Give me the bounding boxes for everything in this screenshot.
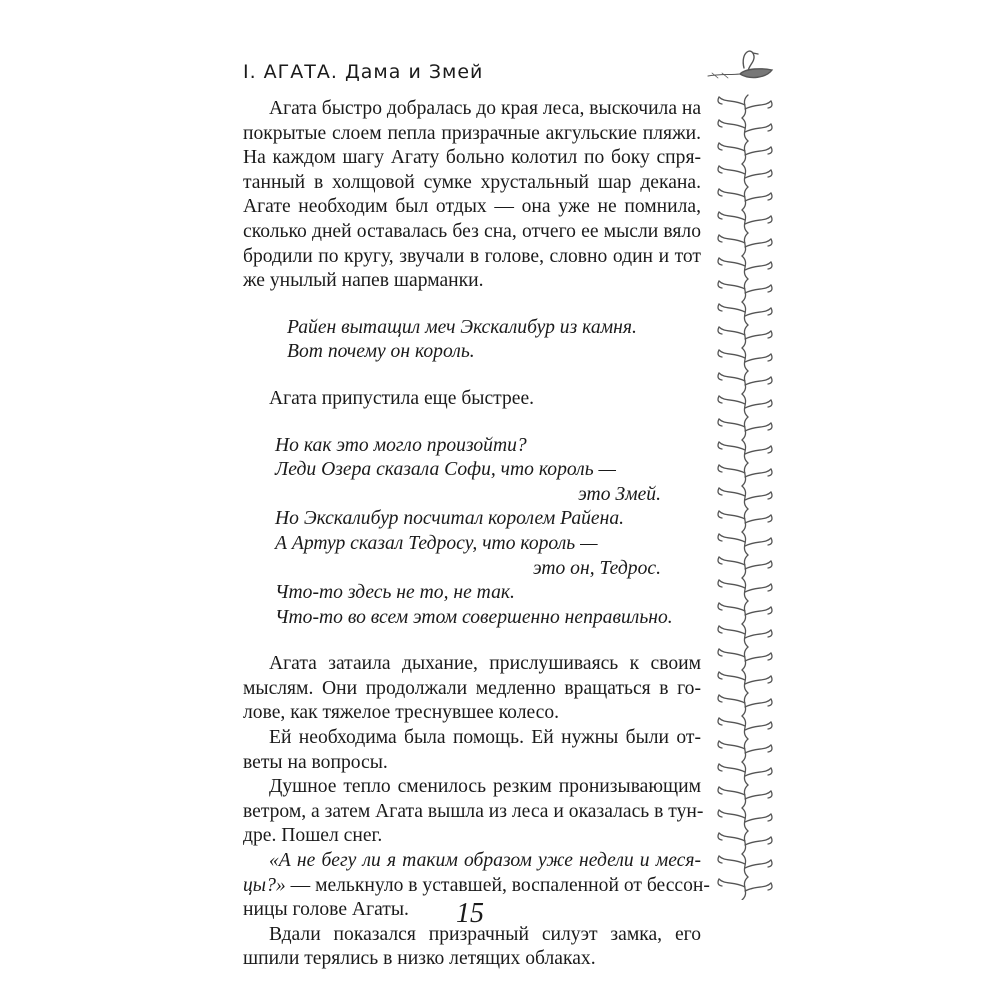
poem-line: А Артур сказал Тедросу, что король — <box>275 532 598 554</box>
text-line: Ей необходима была помощь. Ей нужны были от- <box>269 727 701 749</box>
text-line: ветром, а затем Агата вышла из леса и оказалась в тун- <box>243 800 704 822</box>
poem-1 <box>243 316 701 365</box>
text-line: шпили терялись в низко летящих облаках. <box>243 948 596 970</box>
text-line: Агата быстро добралась до края леса, выскочила на <box>269 98 702 119</box>
text-line: же унылый напев шарманки. <box>243 270 484 292</box>
text-line: танный в холщовой сумке хрустальный шар декана. <box>243 171 701 193</box>
swan-icon <box>708 51 772 78</box>
text-line: Агате необходим был отдых — она уже не помнила, <box>243 196 701 218</box>
text-line: Вдали показался призрачный силуэт замка, его <box>269 923 701 945</box>
text-line <box>243 874 710 899</box>
text-line: Душное тепло сменилось резким пронизывающим <box>269 776 701 798</box>
text-line: «А не бегу ли я таким образом уже недели и меся- <box>269 850 701 872</box>
text-line: ницы голове Агаты. <box>243 899 409 921</box>
running-header: I. АГАТА. Дама и Змей <box>243 61 484 83</box>
poem-line: Вот почему он король. <box>287 341 475 363</box>
text-line: дре. Пошел снег. <box>243 825 383 847</box>
text-regular: — мелькнуло в уставшей, воспаленной от бессон- <box>285 874 710 896</box>
text-line: Агата припустила еще быстрее. <box>269 387 535 409</box>
text-line: веты на вопросы. <box>243 751 388 773</box>
poem-line: это Змей. <box>578 483 661 505</box>
poem-2 <box>243 434 701 631</box>
body-text <box>243 97 710 972</box>
paragraph-3 <box>243 652 701 726</box>
paragraph-4 <box>243 726 701 775</box>
text-line: бродили по кругу, звучали в голове, словно один и тот <box>243 245 701 267</box>
text-line: сколько дней оставалась без сна, отчего ее мысли вяло <box>243 220 701 242</box>
paragraph-1 <box>243 97 701 294</box>
poem-line: Но как это могло произойти? <box>275 434 527 456</box>
page-number: 15 <box>456 898 484 929</box>
text-italic: цы?» <box>243 874 286 896</box>
poem-line: Леди Озера сказала Софи, что король — <box>275 459 616 481</box>
text-line: лове, как тяжелое треснувшее колесо. <box>243 702 560 724</box>
text-line: покрытые слоем пепла призрачные акгульские пляжи. <box>243 122 701 144</box>
paragraph-7 <box>243 923 701 972</box>
poem-line: Райен вытащил меч Экскалибур из камня. <box>287 316 637 338</box>
text-line: На каждом шагу Агату больно колотил по боку спря- <box>243 147 701 169</box>
poem-line: Что-то здесь не то, не так. <box>275 582 515 604</box>
vine-border <box>718 95 772 900</box>
poem-line: Что-то во всем этом совершенно неправильно. <box>275 606 673 628</box>
poem-line: Но Экскалибур посчитал королем Райена. <box>275 508 625 530</box>
paragraph-5 <box>243 775 704 849</box>
vine-border-ornament <box>700 40 790 900</box>
text-line: мыслям. Они продолжали медленно вращаться в го- <box>243 677 701 699</box>
paragraph-2 <box>243 387 701 412</box>
text-line: Агата затаила дыхание, прислушиваясь к своим <box>269 653 701 675</box>
poem-line: это он, Тедрос. <box>532 557 661 579</box>
